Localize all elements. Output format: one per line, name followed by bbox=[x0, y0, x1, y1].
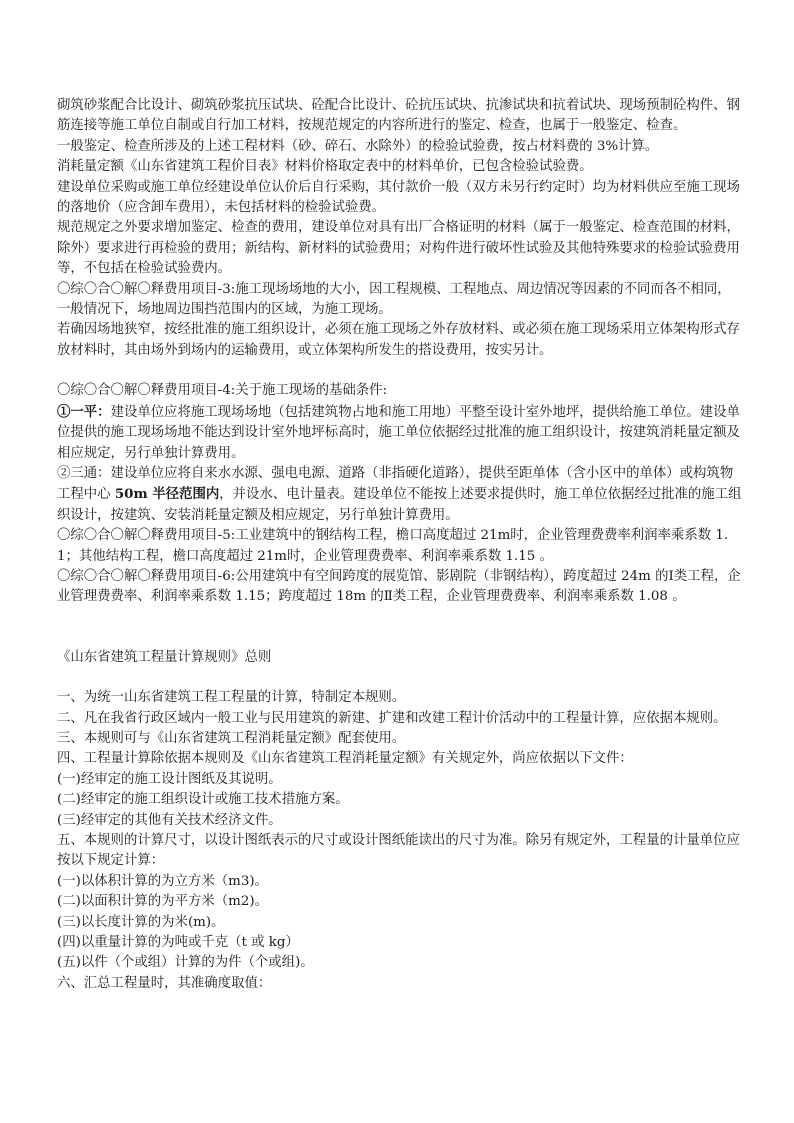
rules-line: (一)经审定的施工设计图纸及其说明。 bbox=[57, 771, 282, 787]
rules-title: 《山东省建筑工程量计算规则》总则 bbox=[57, 649, 272, 665]
spacer bbox=[57, 361, 743, 381]
paragraph-fee-item-4: 〇综〇合〇解〇释费用项目-4:关于施工现场的基础条件: bbox=[57, 383, 388, 399]
spacer bbox=[57, 668, 743, 688]
paragraph-fee-item-3: 〇综〇合〇解〇释费用项目-3:施工现场场地的大小，因工程规模、工程地点、周边情况等因素的不同而各不相同，一般情况下，场地周边围挡范围内的区域，为施工现场。 bbox=[57, 281, 731, 318]
paragraph-inspection-fee-rate: 一般鉴定、检查所涉及的上述工程材料（砂、碎石、水除外）的检验试验费，按占材料费的 3%计算。 bbox=[57, 138, 659, 154]
text-three-connections-a: ②三通：建设单位应将自来水水源、强电电源、道路（非指硬化道路），提供至距单体（含小区中的单体）或构筑物工程中心 bbox=[57, 465, 734, 503]
paragraph-price-table: 消耗量定额《山东省建筑工程价目表》材料价格取定表中的材料单价，已包含检验试验费。 bbox=[57, 159, 593, 175]
paragraph-extra-inspection: 规范规定之外要求增加鉴定、检查的费用，建设单位对具有出厂合格证明的材料（属于一般鉴定、检查范围的材料，除外）要求进行再检验的费用；新结构、新材料的试验费用；对构件进行破坏性试验及其他特殊要求的检验试验费用等，不包括在检验试验费内。 bbox=[57, 220, 740, 277]
rules-line: (一)以体积计算的为立方米（m3)。 bbox=[57, 873, 268, 889]
section-general-rules bbox=[57, 648, 743, 995]
paragraph-self-made-materials: 砌筑砂浆配合比设计、砌筑砂浆抗压试块、砼配合比设计、砼抗压试块、抗渗试块和抗着试块、现场预制砼构件、钢筋连接等施工单位自制或自行加工材料，按规范规定的内容所进行的鉴定、检查，也属于一般鉴定、检查。 bbox=[57, 98, 740, 134]
rules-line: (三)经审定的其他有关技术经济文件。 bbox=[57, 812, 282, 828]
rules-line: 一、为统一山东省建筑工程工程量的计算，特制定本规则。 bbox=[57, 690, 406, 706]
section-site-conditions bbox=[57, 381, 743, 607]
rules-line: (二)经审定的施工组织设计或施工技术措施方案。 bbox=[57, 792, 349, 808]
text-radius-range: 50m 半径范围内 bbox=[114, 486, 220, 503]
rules-line: (二)以面积计算的为平方米（m2)。 bbox=[57, 894, 268, 910]
paragraph-narrow-site: 若确因场地狭窄，按经批准的施工组织设计，必须在施工现场之外存放材料、或必须在施工现场采用立体架构形式存放材料时，其由场外到场内的运输费用，或立体架构所发生的搭设费用，按实另计。 bbox=[57, 322, 740, 358]
rules-line: (五)以件（个或组）计算的为件（个或组)。 bbox=[57, 955, 314, 971]
rules-line: (四)以重量计算的为吨或千克（t 或 kg） bbox=[57, 935, 299, 951]
label-one-level: ①一平： bbox=[57, 403, 111, 420]
rules-line: 二、凡在我省行政区域内一般工业与民用建筑的新建、扩建和改建工程计价活动中的工程量计算，应依据本规则。 bbox=[57, 710, 727, 726]
paragraph-fee-item-6: 〇综〇合〇解〇释费用项目-6:公用建筑中有空间跨度的展览馆、影剧院（非钢结构），跨度超过 24m 的Ⅰ类工程，企业管理费费率、利润率乘系数 1.15；跨度超过 18m 的Ⅱ类工程，企业管理费费率、利润率乘系数 1.08 。 bbox=[57, 568, 741, 605]
paragraph-fee-item-5: 〇综〇合〇解〇释费用项目-5:工业建筑中的钢结构工程，檐口高度超过 21m时，企业管理费费率利润率乘系数 1.1；其他结构工程，檐口高度超过 21m时，企业管理费费率、利润率乘系数 1.15 。 bbox=[57, 528, 729, 564]
spacer bbox=[57, 608, 743, 648]
section-test-fees bbox=[57, 96, 743, 361]
rules-line: 四、工程量计算除依据本规则及《山东省建筑工程消耗量定额》有关规定外，尚应依据以下文件： bbox=[57, 751, 633, 767]
rules-line: 三、本规则可与《山东省建筑工程消耗量定额》配套使用。 bbox=[57, 730, 406, 746]
document-page bbox=[57, 96, 743, 994]
rules-line: (三)以长度计算的为米(m)。 bbox=[57, 914, 225, 930]
rules-line: 六、汇总工程量时，其准确度取值： bbox=[57, 975, 272, 991]
paragraph-owner-procurement: 建设单位采购或施工单位经建设单位认价后自行采购，其付款价一般（双方未另行约定时）均为材料供应至施工现场的落地价（应含卸车费用），未包括材料的检验试验费。 bbox=[57, 179, 740, 216]
text-three-connections-b: ，并设水、电计量表。建设单位不能按上述要求提供时，施工单位依据经过批准的施工组织设计，按建筑、安装消耗量定额及相应规定，另行单独计算费用。 bbox=[57, 487, 742, 523]
paragraph-three-connections bbox=[57, 464, 743, 526]
text-site-leveling: 建设单位应将施工现场场地（包括建筑物占地和施工用地）平整至设计室外地坪，提供给施工单位。建设单位提供的施工现场场地不能达到设计室外地坪标高时，施工单位依据经过批准的施工组织设计，按建筑消耗量定额及相应规定，另行单独计算费用。 bbox=[57, 404, 740, 461]
rules-line: 五、本规则的计算尺寸，以设计图纸表示的尺寸或设计图纸能读出的尺寸为准。除另有规定外，工程量的计量单位应按以下规定计算： bbox=[57, 833, 740, 869]
paragraph-site-leveling bbox=[57, 402, 743, 464]
